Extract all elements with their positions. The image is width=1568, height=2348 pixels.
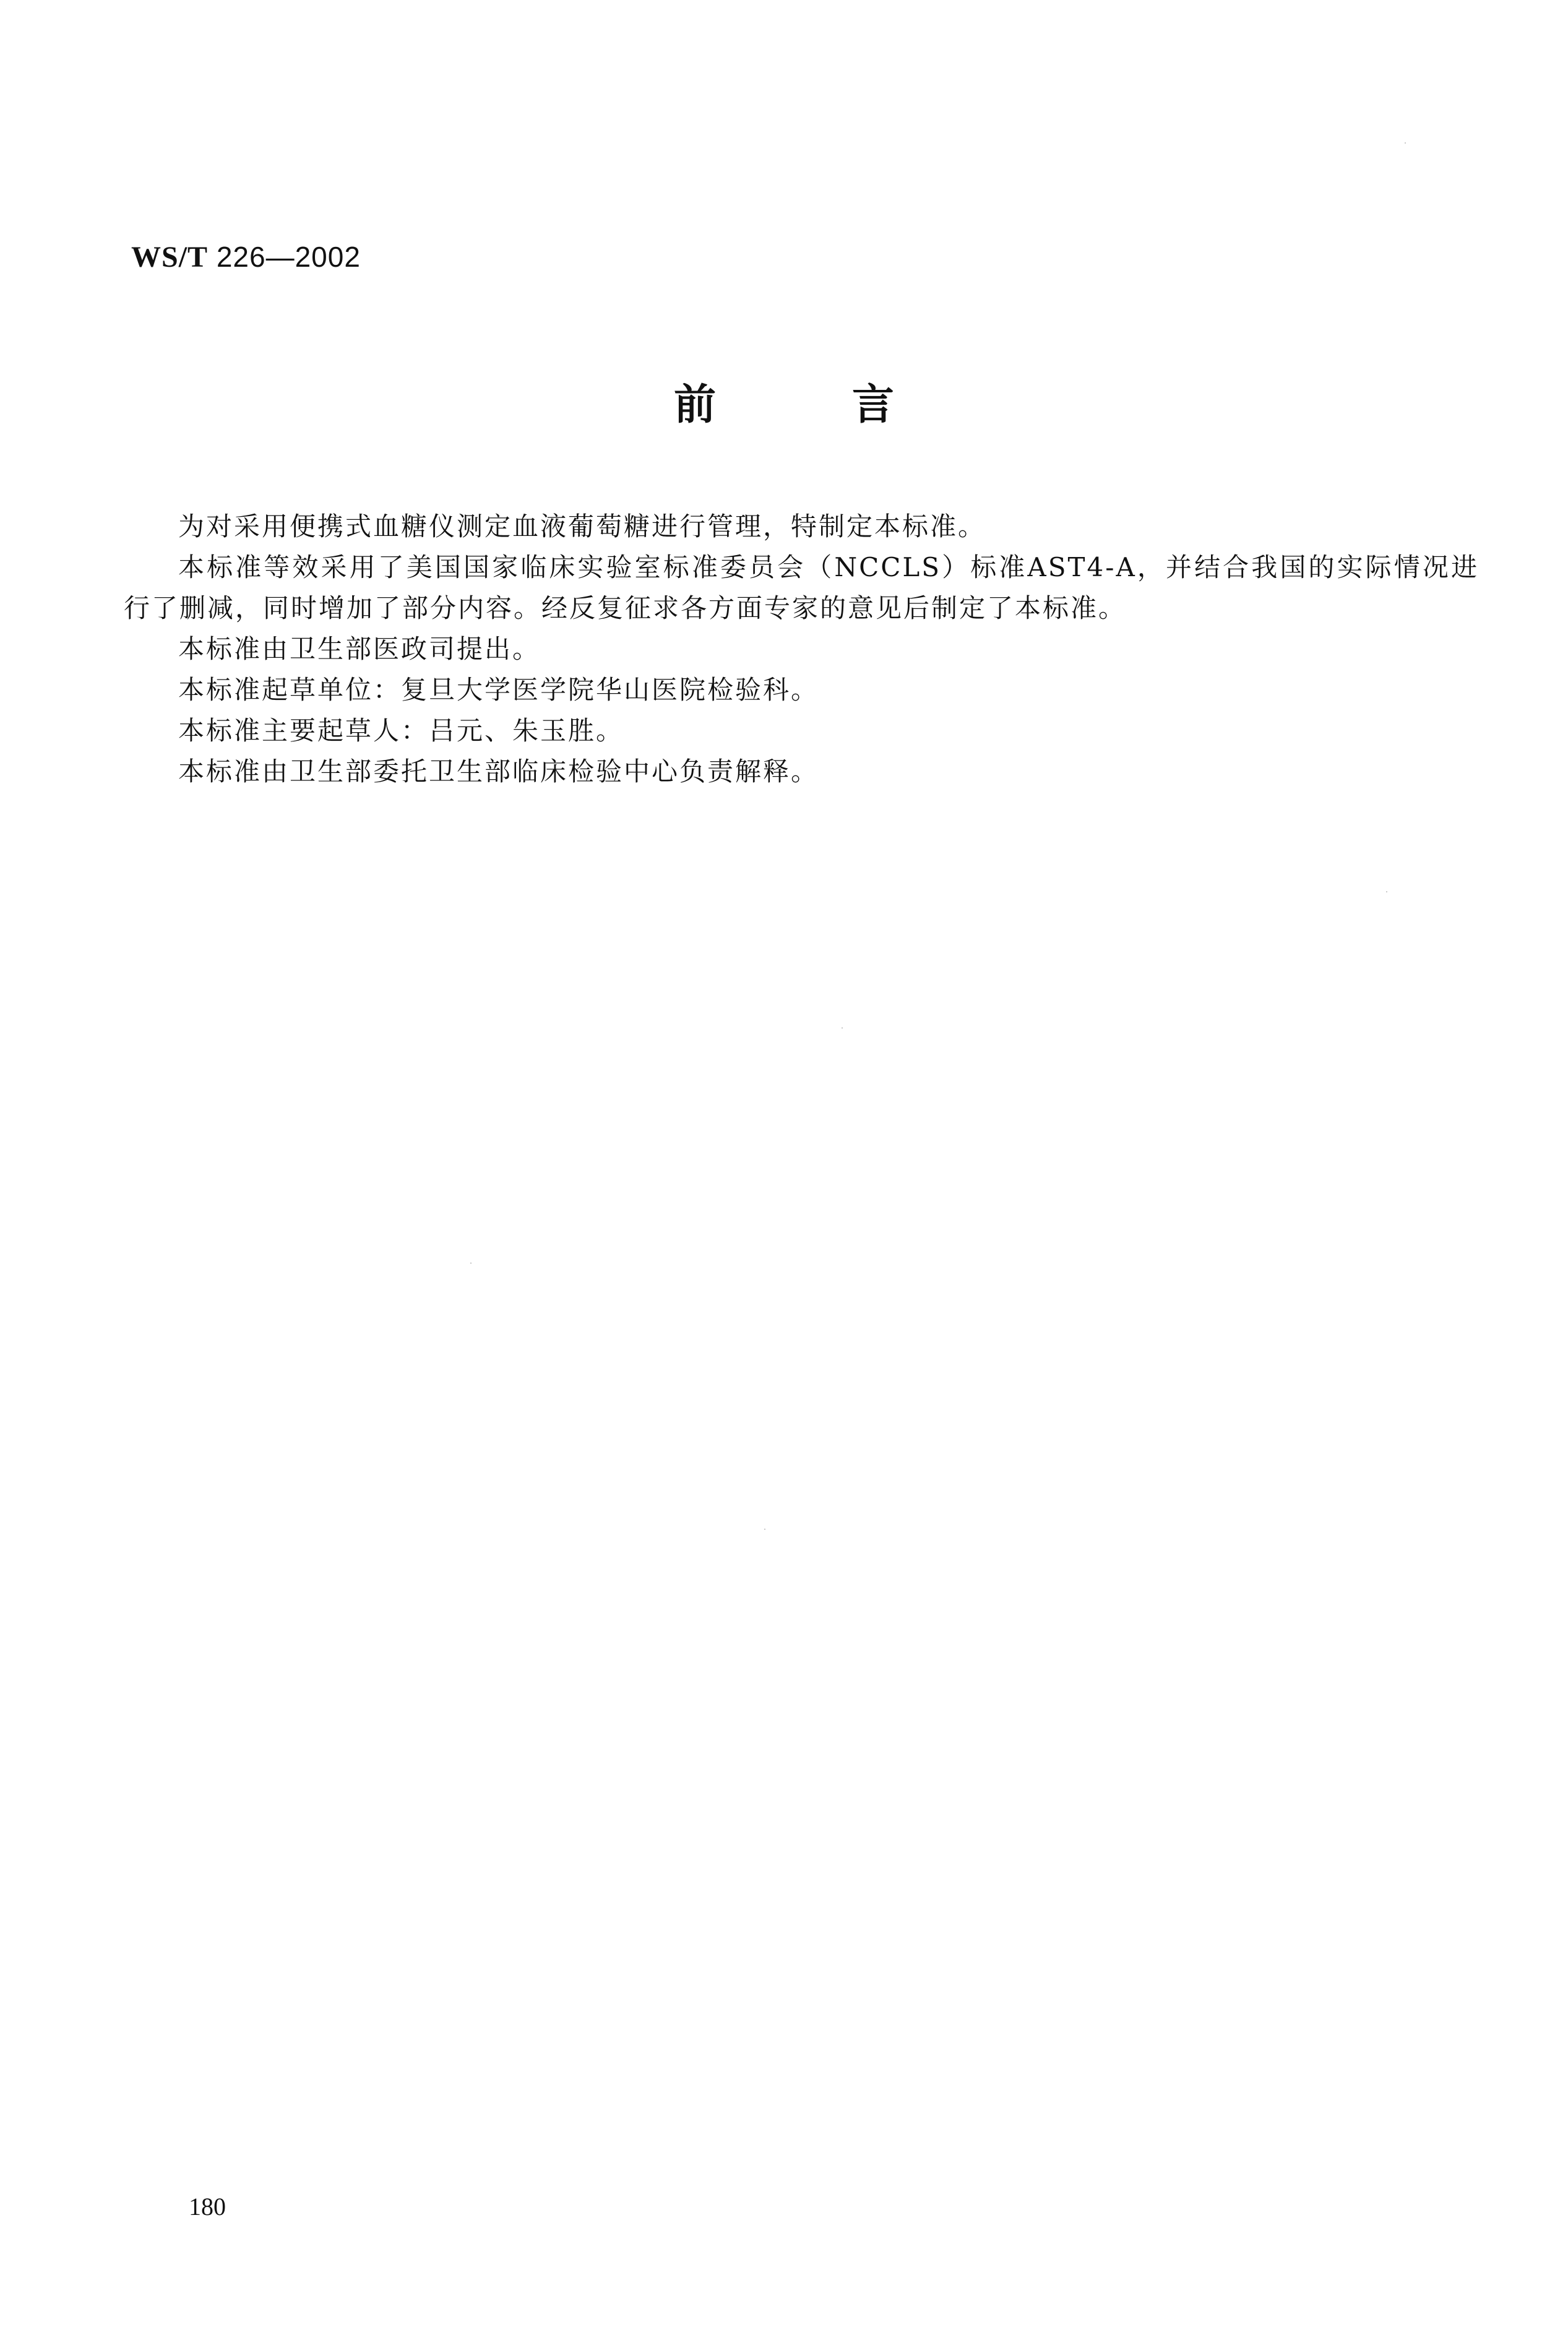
scan-speck [1386, 891, 1387, 892]
scan-speck [842, 1027, 843, 1029]
paragraph: 本标准主要起草人：吕元、朱玉胜。 [178, 715, 624, 746]
paragraph: 本标准起草单位：复旦大学医学院华山医院检验科。 [178, 675, 819, 705]
scan-speck [470, 1262, 472, 1264]
paragraph: 本标准由卫生部委托卫生部临床检验中心负责解释。 [178, 756, 819, 787]
standard-code-prefix: WS/T [131, 241, 209, 274]
page-number: 180 [189, 2193, 226, 2221]
scan-speck [1405, 142, 1406, 144]
section-title: 前言 [673, 381, 1030, 429]
scan-speck [764, 1529, 765, 1530]
standard-code [131, 240, 361, 274]
paragraph: 本标准由卫生部医政司提出。 [178, 634, 541, 664]
paragraph: 本标准等效采用了美国国家临床实验室标准委员会（NCCLS）标准AST4-A，并结合我国的实际情况进行了删减，同时增加了部分内容。经反复征求各方面专家的意见后制定了本标准。 [124, 552, 1479, 623]
paragraph: 为对采用便携式血糖仪测定血液葡萄糖进行管理，特制定本标准。 [178, 511, 986, 542]
standard-code-number: 226—2002 [216, 241, 361, 273]
foreword-body [124, 506, 1479, 792]
